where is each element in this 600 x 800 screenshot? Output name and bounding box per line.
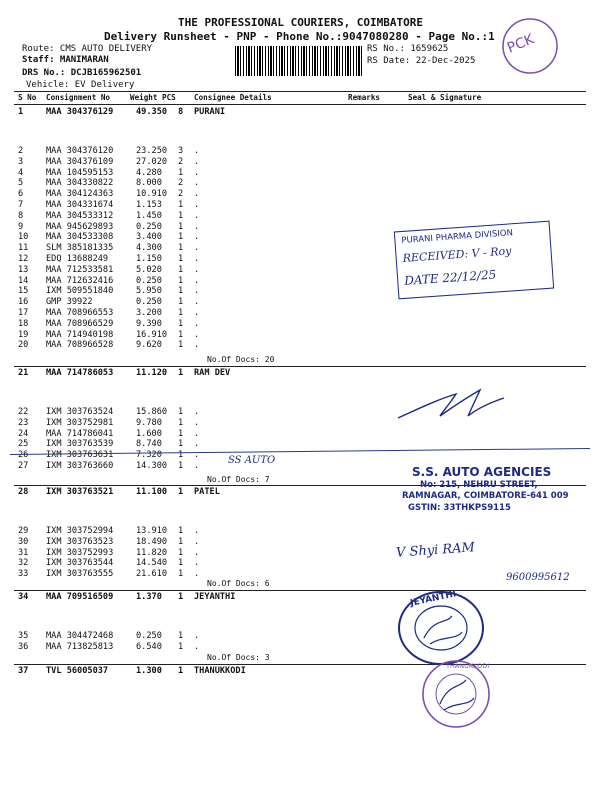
row-pcs: 1 [178,558,184,569]
row-sno: 36 [18,641,29,652]
row-consignee: . [194,178,200,189]
row-sno: 4 [18,167,24,178]
row-weight: 5.950 [136,286,162,297]
row-consignment: MAA 708966553 [46,308,114,318]
row-consignment: MAA 708966529 [46,318,114,329]
row-weight: 11.120 [136,368,168,378]
row-weight: 23.250 [136,146,168,156]
row-weight: 1.300 [136,666,162,676]
row-weight: 0.250 [136,297,162,308]
row-pcs: 1 [178,666,184,676]
row-consignment: MAA 714940198 [46,329,114,340]
row-pcs: 1 [178,167,184,178]
row-pcs: 1 [178,547,184,558]
row-pcs: 1 [178,286,184,297]
row-weight: 1.150 [136,254,162,264]
row-consignment: IXM 303763524 [46,407,114,417]
row-consignee: . [194,275,200,286]
row-consignment: MAA 304124363 [46,189,114,200]
handwriting-ss-auto: SS AUTO [228,455,276,466]
row-sno: 23 [18,417,29,428]
row-sno: 16 [18,297,29,308]
row-weight: 3.200 [136,308,162,318]
row-consignee: . [194,318,200,329]
row-pcs: 1 [178,318,184,329]
jeyanthi-seal-inner [415,606,467,650]
table-row [0,429,600,440]
row-sno: 37 [18,666,29,676]
row-weight: 0.250 [136,631,162,641]
row-sno: 5 [18,178,24,189]
purani-stamp-date: DATE 22/12/25 [403,267,497,288]
row-consignee: . [194,428,200,439]
table-row [0,526,600,537]
row-pcs: 1 [178,526,184,536]
row-consignee: . [194,189,200,200]
row-pcs: 2 [178,156,184,167]
ss-stamp-name: S.S. AUTO AGENCIES [412,465,552,479]
col-signature: Seal & Signature [408,93,482,102]
row-sno: 3 [18,156,24,167]
row-pcs: 1 [178,450,184,461]
row-weight: 0.250 [136,221,162,232]
row-consignee: . [194,439,200,450]
row-weight: 1.600 [136,428,162,439]
row-consignment: MAA 304533308 [46,232,114,243]
row-consignment: MAA 714786053 [46,368,114,378]
row-consignment: MAA 304376109 [46,156,114,167]
table-row [0,330,600,341]
row-sno: 11 [18,243,29,254]
row-pcs: 2 [178,189,184,200]
row-weight: 9.780 [136,417,162,428]
row-weight: 9.620 [136,340,162,351]
handwriting-phone: 9600995612 [506,572,570,583]
row-sno: 22 [18,407,29,417]
row-pcs: 1 [178,407,184,417]
row-consignment: MAA 945629893 [46,221,114,232]
row-consignee: . [194,547,200,558]
docs-count: No.Of Docs: 3 [207,653,270,662]
group-separator [14,590,586,591]
row-consignee: . [194,254,200,264]
table-row [0,642,600,653]
row-pcs: 1 [178,210,184,221]
col-consignment: Consignment No [46,93,111,102]
table-row [0,537,600,548]
table-row [0,558,600,569]
row-consignee: THANUKKODI [194,666,246,676]
row-consignment: MAA 709516509 [46,592,114,602]
row-sno: 28 [18,487,29,497]
ss-stamp-addr2: RAMNAGAR, COIMBATORE-641 009 [402,491,569,501]
staff-label: Staff: MANIMARAN [22,55,109,65]
row-consignee: . [194,329,200,340]
table-row [0,407,600,418]
table-row [0,592,600,603]
route-label: Route: CMS AUTO DELIVERY [22,44,153,54]
row-sno: 8 [18,210,24,221]
row-consignment: MAA 304376120 [46,146,114,156]
thanukkodi-seal-outer [423,661,489,727]
jeyanthi-seal-text: JEYANTHI [409,589,458,609]
row-pcs: 1 [178,536,184,547]
rs-number: RS No.: 1659625 [367,44,449,54]
row-pcs: 1 [178,200,184,210]
col-weight-pcs: Weight PCS [130,93,176,102]
row-consignee: PURANI [194,107,226,117]
row-consignment: IXM 303763539 [46,439,114,450]
row-weight: 9.390 [136,318,162,329]
row-weight: 14.540 [136,558,168,569]
row-consignment: EDQ 13688249 [46,254,109,264]
row-weight: 5.020 [136,264,162,275]
row-pcs: 1 [178,641,184,652]
row-sno: 17 [18,308,29,318]
row-sno: 29 [18,526,29,536]
row-sno: 2 [18,146,24,156]
runsheet-title: Delivery Runsheet - PNP - Phone No.:9047080280 - Page No.:1 [104,30,495,43]
row-consignment: MAA 712632416 [46,275,114,286]
ss-stamp-gstin: GSTIN: 33THKPS9115 [408,503,511,513]
row-sno: 25 [18,439,29,450]
row-weight: 4.300 [136,243,162,254]
row-sno: 27 [18,461,29,471]
row-consignment: MAA 712533581 [46,264,114,275]
row-sno: 1 [18,107,24,117]
table-row [0,666,600,677]
row-consignee: . [194,461,200,471]
row-sno: 18 [18,318,29,329]
row-pcs: 2 [178,178,184,189]
row-sno: 24 [18,428,29,439]
row-weight: 0.250 [136,275,162,286]
row-consignee: . [194,569,200,580]
row-consignee: . [194,243,200,254]
table-row [0,157,600,168]
row-consignment: MAA 304331674 [46,200,114,210]
docs-count: No.Of Docs: 7 [207,475,270,484]
row-sno: 20 [18,340,29,351]
row-consignment: MAA 304330822 [46,178,114,189]
row-consignment: MAA 104595153 [46,167,114,178]
row-sno: 21 [18,368,29,378]
table-row [0,107,600,118]
table-row [0,168,600,179]
table-row [0,146,600,157]
row-pcs: 1 [178,417,184,428]
row-weight: 10.910 [136,189,168,200]
thanukkodi-seal-text: THANUKKODI [446,662,490,670]
row-sno: 6 [18,189,24,200]
row-pcs: 1 [178,297,184,308]
row-consignment: MAA 714786041 [46,428,114,439]
row-weight: 11.820 [136,547,168,558]
row-sno: 7 [18,200,24,210]
docs-count: No.Of Docs: 6 [207,579,270,588]
row-consignee: JEYANTHI [194,592,236,602]
row-pcs: 1 [178,631,184,641]
table-row [0,297,600,308]
row-pcs: 1 [178,254,184,264]
col-sno: S No [18,93,37,102]
thanukkodi-seal-scribble [440,680,474,710]
signature-ramdev-stroke [398,390,504,418]
table-row [0,631,600,642]
row-consignment: IXM 303752994 [46,526,114,536]
rs-date: RS Date: 22-Dec-2025 [367,56,476,66]
row-weight: 1.450 [136,210,162,221]
row-consignee: . [194,210,200,221]
row-pcs: 1 [178,264,184,275]
row-weight: 3.400 [136,232,162,243]
header-rule-bottom [14,104,586,105]
row-pcs: 1 [178,232,184,243]
row-weight: 14.300 [136,461,168,471]
ss-stamp-addr1: No: 215, NEHRU STREET, [420,480,538,490]
row-pcs: 1 [178,592,184,602]
row-consignee: . [194,631,200,641]
row-sno: 31 [18,547,29,558]
row-consignment: GMP 39922 [46,297,93,308]
row-pcs: 1 [178,569,184,580]
row-consignee: . [194,286,200,297]
row-consignee: . [194,232,200,243]
row-weight: 18.490 [136,536,168,547]
company-name: THE PROFESSIONAL COURIERS, COIMBATORE [178,16,424,29]
table-row [0,418,600,429]
handwriting-patel-sign: V Shyi RAM [395,540,476,561]
row-consignee: . [194,558,200,569]
row-weight: 27.020 [136,156,168,167]
purani-stamp-received: RECEIVED: V - Roy [402,244,512,265]
table-row [0,340,600,351]
row-sno: 30 [18,536,29,547]
table-row [0,211,600,222]
row-consignee: . [194,221,200,232]
row-pcs: 1 [178,461,184,471]
purani-stamp [394,221,554,300]
row-sno: 26 [18,450,29,461]
vehicle-label: Vehicle: EV Delivery [26,80,135,90]
row-pcs: 1 [178,368,184,378]
row-weight: 13.910 [136,526,168,536]
row-consignment: IXM 509551840 [46,286,114,297]
group-separator [14,366,586,367]
row-consignee: . [194,450,200,461]
row-consignment: IXM 303763523 [46,536,114,547]
row-consignee: . [194,308,200,318]
row-consignee: . [194,641,200,652]
row-pcs: 1 [178,428,184,439]
row-consignment: IXM 303763555 [46,569,114,580]
row-pcs: 1 [178,340,184,351]
row-weight: 15.860 [136,407,168,417]
row-pcs: 3 [178,146,184,156]
row-pcs: 1 [178,487,184,497]
row-sno: 19 [18,329,29,340]
row-consignee: RAM DEV [194,368,231,378]
barcode [235,46,363,76]
row-sno: 33 [18,569,29,580]
row-weight: 6.540 [136,641,162,652]
row-consignee: . [194,264,200,275]
row-consignment: IXM 303752981 [46,417,114,428]
table-row [0,189,600,200]
row-sno: 9 [18,221,24,232]
group-separator [14,664,586,665]
row-consignee: . [194,156,200,167]
row-pcs: 1 [178,221,184,232]
col-consignee: Consignee Details [194,93,272,102]
row-weight: 4.280 [136,167,162,178]
row-consignment: SLM 385181335 [46,243,114,254]
row-sno: 13 [18,264,29,275]
row-consignee: . [194,167,200,178]
row-sno: 14 [18,275,29,286]
row-consignment: TVL 56005037 [46,666,109,676]
row-sno: 32 [18,558,29,569]
row-consignment: MAA 708966528 [46,340,114,351]
table-row [0,200,600,211]
row-pcs: 1 [178,329,184,340]
jeyanthi-seal-scribble [424,616,462,644]
row-consignee: . [194,536,200,547]
signature-ramdev [396,380,506,430]
thanukkodi-seal-inner [436,674,476,714]
table-row [0,178,600,189]
docs-count: No.Of Docs: 20 [207,355,275,364]
row-pcs: 1 [178,308,184,318]
row-consignment: MAA 304472468 [46,631,114,641]
row-pcs: 1 [178,439,184,450]
table-row [0,368,600,379]
row-sno: 10 [18,232,29,243]
row-consignee: . [194,340,200,351]
row-consignment: IXM 303752993 [46,547,114,558]
row-sno: 12 [18,254,29,264]
row-weight: 7.320 [136,450,162,461]
row-consignment: MAA 713825813 [46,641,114,652]
row-weight: 8.000 [136,178,162,189]
col-remarks: Remarks [348,93,381,102]
row-sno: 35 [18,631,29,641]
table-row [0,308,600,319]
row-pcs: 1 [178,275,184,286]
row-consignee: . [194,407,200,417]
row-weight: 11.100 [136,487,168,497]
row-weight: 21.610 [136,569,168,580]
row-sno: 15 [18,286,29,297]
row-weight: 8.740 [136,439,162,450]
pck-stamp-text: PCK [505,31,537,57]
drs-number: DRS No.: DCJB165962501 [22,68,142,78]
row-consignment: IXM 303763631 [46,450,114,461]
row-pcs: 8 [178,107,184,117]
row-weight: 49.350 [136,107,168,117]
row-consignee: . [194,200,200,210]
table-row [0,548,600,559]
row-weight: 16.910 [136,329,168,340]
row-consignment: MAA 304376129 [46,107,114,117]
row-consignment: MAA 304533312 [46,210,114,221]
row-pcs: 1 [178,243,184,254]
table-row [0,319,600,330]
row-sno: 34 [18,592,29,602]
row-consignee: PATEL [194,487,220,497]
row-consignment: IXM 303763660 [46,461,114,471]
row-consignee: . [194,417,200,428]
row-consignee: . [194,526,200,536]
row-consignee: . [194,146,200,156]
header-rule-top [14,91,586,92]
row-consignment: IXM 303763521 [46,487,114,497]
row-weight: 1.370 [136,592,162,602]
row-consignee: . [194,297,200,308]
row-weight: 1.153 [136,200,162,210]
purani-stamp-title: PURANI PHARMA DIVISION [401,228,514,246]
row-consignment: IXM 303763544 [46,558,114,569]
